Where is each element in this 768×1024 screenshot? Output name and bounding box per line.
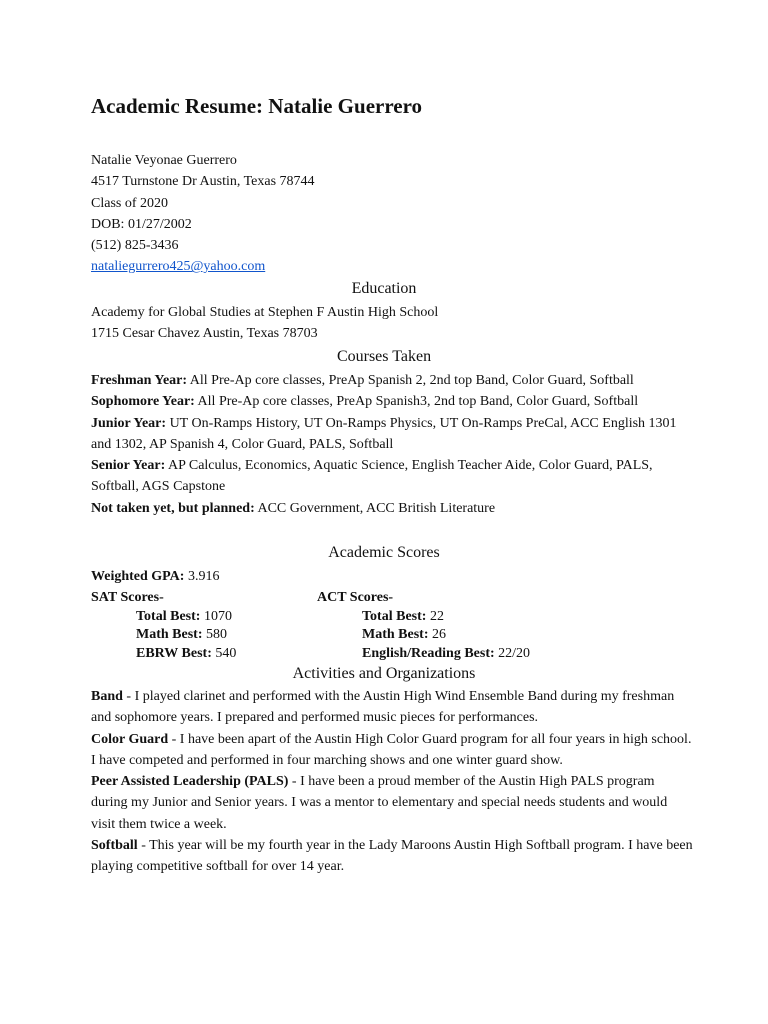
gpa-value: 3.916 — [184, 569, 220, 584]
activity-label: Peer Assisted Leadership (PALS) — [91, 774, 289, 790]
act-title: ACT Scores- — [317, 590, 394, 605]
course-label: Sophomore Year: — [91, 394, 195, 410]
course-text: UT On-Ramps History, UT On-Ramps Physics, UT On-Ramps PreCal, ACC English 1301 and 1302, AP Spanish 4, Color Guard, PALS, Softball — [91, 415, 677, 452]
score-value: 22 — [426, 608, 444, 624]
course-text: All Pre-Ap core classes, PreAp Spanish 2, 2nd top Band, Color Guard, Softball — [187, 373, 634, 388]
sat-row — [91, 608, 236, 627]
education-section — [91, 302, 691, 345]
contact-class: Class of 2020 — [91, 195, 168, 211]
activity-label: Band — [91, 689, 123, 704]
sat-scores — [91, 589, 236, 663]
education-address: 1715 Cesar Chavez Austin, Texas 78703 — [91, 326, 318, 342]
course-text: ACC Government, ACC British Literature — [254, 500, 496, 516]
course-label: Not taken yet, but planned: — [91, 500, 255, 516]
course-freshman — [91, 370, 687, 391]
course-junior — [91, 413, 687, 456]
act-row — [317, 608, 530, 627]
activity-text: - I have been apart of the Austin High Color Guard program for all four years in high school. I have competed and performed in four marching shows and one winter guard show. — [91, 731, 692, 768]
contact-dob: DOB: 01/27/2002 — [91, 216, 192, 232]
activity-label: Softball — [91, 838, 138, 854]
course-planned — [91, 498, 687, 519]
score-value: 26 — [428, 627, 446, 642]
activity-pals — [91, 771, 693, 835]
page-title: Academic Resume: Natalie Guerrero — [91, 94, 423, 118]
act-scores — [317, 589, 530, 663]
activity-color-guard — [91, 729, 693, 772]
course-label: Senior Year: — [91, 458, 166, 474]
courses-heading: Courses Taken — [336, 348, 432, 365]
gpa-line — [91, 566, 691, 587]
education-school: Academy for Global Studies at Stephen F Austin High School — [91, 305, 439, 320]
activity-band — [91, 686, 693, 729]
sat-row — [91, 626, 236, 645]
score-label: Math Best: — [362, 627, 429, 642]
scores-heading: Academic Scores — [328, 544, 440, 561]
course-senior — [91, 455, 687, 498]
course-label: Freshman Year: — [91, 373, 188, 388]
activity-softball — [91, 835, 693, 878]
score-value: 1070 — [200, 608, 232, 624]
score-label: EBRW Best: — [136, 645, 212, 661]
contact-address: 4517 Turnstone Dr Austin, Texas 78744 — [91, 174, 315, 190]
sat-row — [91, 645, 236, 664]
act-row — [317, 626, 530, 645]
contact-name: Natalie Veyonae Guerrero — [91, 153, 237, 168]
course-sophomore — [91, 391, 687, 412]
activities-heading: Activities and Organizations — [292, 665, 476, 682]
score-value: 22/20 — [494, 645, 531, 661]
score-value: 540 — [211, 645, 237, 661]
score-label: Total Best: — [362, 608, 427, 624]
education-heading: Education — [351, 280, 417, 297]
sat-title: SAT Scores- — [91, 590, 164, 605]
contact-email-link[interactable]: nataliegurrero425@yahoo.com — [91, 259, 266, 275]
score-value: 580 — [202, 627, 227, 642]
activity-text: - I have been a proud member of the Austin High PALS program during my Junior and Senior years. I was a mentor to elementary and special needs students and would visit them twice a week. — [91, 774, 668, 832]
courses-section — [91, 370, 687, 519]
act-row — [317, 645, 530, 664]
activities-section — [91, 686, 693, 878]
score-label: Total Best: — [136, 608, 201, 624]
score-label: English/Reading Best: — [362, 645, 495, 661]
gpa-label: Weighted GPA: — [91, 569, 185, 584]
activity-text: - This year will be my fourth year in the Lady Maroons Austin High Softball program. I have been playing competitive softball for over 14 year. — [91, 838, 693, 875]
activity-text: - I played clarinet and performed with the Austin High Wind Ensemble Band during my freshman and sophomore years. I prepared and performed music pieces for performances. — [91, 689, 675, 726]
course-label: Junior Year: — [91, 415, 167, 431]
contact-phone: (512) 825-3436 — [91, 238, 179, 254]
contact-info — [91, 150, 315, 278]
course-text: AP Calculus, Economics, Aquatic Science, English Teacher Aide, Color Guard, PALS, Softball, AGS Capstone — [91, 458, 653, 495]
score-label: Math Best: — [136, 627, 203, 642]
course-text: All Pre-Ap core classes, PreAp Spanish3, 2nd top Band, Color Guard, Softball — [194, 394, 639, 410]
activity-label: Color Guard — [91, 731, 169, 747]
